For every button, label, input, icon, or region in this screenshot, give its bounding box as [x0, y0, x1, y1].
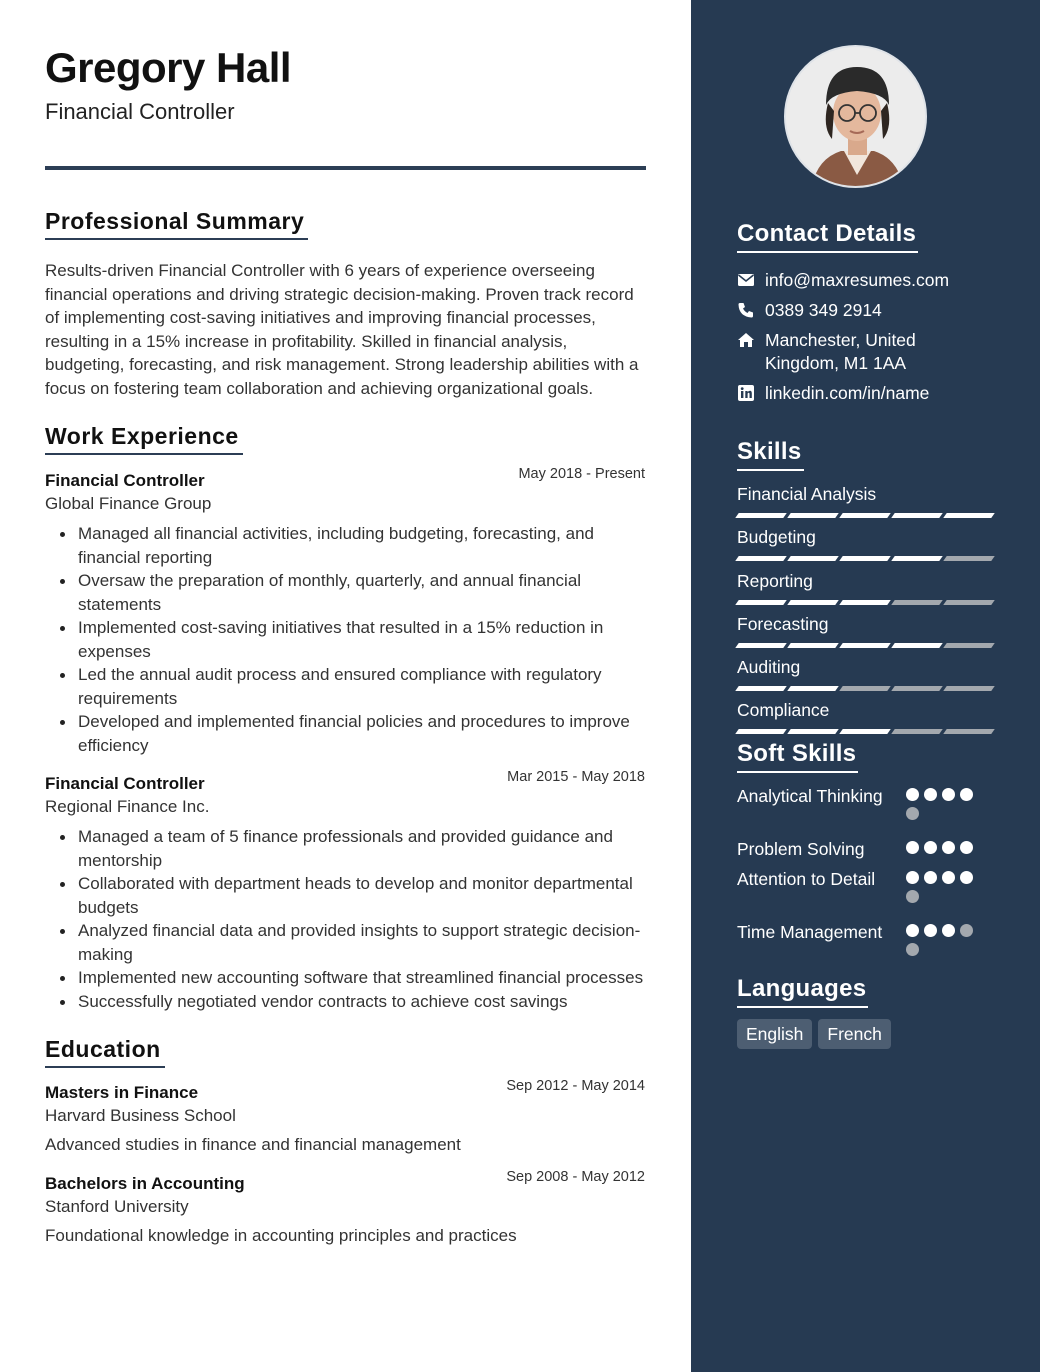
- job-company: Regional Finance Inc.: [45, 797, 210, 816]
- address-text: Manchester, United Kingdom, M1 1AA: [765, 330, 916, 373]
- skill-level-bar: [737, 643, 993, 648]
- soft-skill-rating: [906, 924, 986, 956]
- skill-level-segment: [735, 556, 787, 561]
- bullet-item: Led the annual audit process and ensured compliance with regulatory requirements: [45, 663, 645, 710]
- rating-dot: [960, 924, 973, 937]
- job-title: Financial Controller: [45, 471, 205, 490]
- skill-level-segment: [943, 513, 995, 518]
- linkedin-icon: [737, 384, 755, 402]
- rating-dot: [906, 841, 919, 854]
- soft-skills-heading: Soft Skills: [737, 740, 858, 773]
- skill-name: Budgeting: [737, 527, 816, 547]
- soft-skill-row: [737, 785, 993, 808]
- header-divider: [45, 166, 646, 170]
- education-date: Sep 2008 - May 2012: [506, 1169, 645, 1185]
- sidebar: [691, 0, 1040, 1372]
- skill-row: [737, 570, 993, 592]
- bullet-item: Implemented cost-saving initiatives that resulted in a 15% reduction in expenses: [45, 616, 645, 663]
- rating-dot: [906, 871, 919, 884]
- bullet-item: Successfully negotiated vendor contracts to achieve cost savings: [45, 990, 645, 1014]
- rating-dot: [960, 871, 973, 884]
- skill-level-segment: [787, 556, 839, 561]
- linkedin-text: linkedin.com/in/name: [765, 383, 930, 403]
- profile-photo: [784, 45, 927, 188]
- education-heading: Education: [45, 1036, 165, 1068]
- skill-level-segment: [891, 729, 943, 734]
- skill-row: [737, 656, 993, 678]
- job-bullets: [45, 825, 645, 1013]
- skill-level-bar: [737, 600, 993, 605]
- summary-heading: Professional Summary: [45, 208, 308, 240]
- soft-skill-name: Problem Solving: [737, 839, 865, 859]
- candidate-name: Gregory Hall: [45, 44, 292, 91]
- education-description: Foundational knowledge in accounting principles and practices: [45, 1226, 517, 1245]
- bullet-item: Developed and implemented financial policies and procedures to improve efficiency: [45, 710, 645, 757]
- skill-level-segment: [735, 643, 787, 648]
- rating-dot: [924, 871, 937, 884]
- skill-level-segment: [735, 686, 787, 691]
- skill-level-segment: [787, 600, 839, 605]
- skill-level-segment: [943, 729, 995, 734]
- skill-name: Financial Analysis: [737, 484, 877, 504]
- skill-level-segment: [787, 729, 839, 734]
- soft-skill-row: [737, 921, 993, 944]
- skill-level-segment: [943, 600, 995, 605]
- skill-level-segment: [943, 556, 995, 561]
- bullet-item: Managed all financial activities, including budgeting, forecasting, and financial reporting: [45, 522, 645, 569]
- skill-level-segment: [787, 513, 839, 518]
- skill-level-segment: [891, 600, 943, 605]
- school-name: Harvard Business School: [45, 1106, 236, 1125]
- summary-text: Results-driven Financial Controller with 6 years of experience overseeing financial operations and driving strategic decision-making. Proven track record of implementing cost-saving initiatives and improving financial processes, resulting in a 15% increase in profitability. Skilled in financial analysis, budgeting, forecasting, and risk management. Strong leadership abilities with a focus on fostering team collaboration and achieving organizational goals.: [45, 261, 639, 398]
- rating-dot: [906, 943, 919, 956]
- skill-level-segment: [839, 513, 891, 518]
- language-tag: English: [737, 1019, 812, 1049]
- job-title: Financial Controller: [45, 774, 205, 793]
- bullet-item: Collaborated with department heads to develop and monitor departmental budgets: [45, 872, 645, 919]
- soft-skill-row: [737, 868, 993, 891]
- candidate-title: Financial Controller: [45, 99, 235, 124]
- soft-skill-rating: [906, 841, 986, 854]
- skill-level-segment: [891, 643, 943, 648]
- skill-level-bar: [737, 686, 993, 691]
- bullet-item: Implemented new accounting software that streamlined financial processes: [45, 966, 645, 990]
- soft-skill-rating: [906, 871, 986, 903]
- skill-level-segment: [891, 686, 943, 691]
- bullet-item: Oversaw the preparation of monthly, quarterly, and annual financial statements: [45, 569, 645, 616]
- home-icon: [737, 331, 755, 349]
- job-bullets: [45, 522, 645, 757]
- degree-title: Masters in Finance: [45, 1083, 199, 1102]
- skill-level-segment: [787, 643, 839, 648]
- skill-level-segment: [839, 600, 891, 605]
- bullet-item: Analyzed financial data and provided insights to support strategic decision-making: [45, 919, 645, 966]
- school-name: Stanford University: [45, 1197, 189, 1216]
- rating-dot: [924, 924, 937, 937]
- soft-skill-name: Analytical Thinking: [737, 786, 883, 806]
- skill-name: Reporting: [737, 571, 813, 591]
- soft-skill-row: [737, 838, 993, 861]
- rating-dot: [942, 788, 955, 801]
- skill-row: [737, 526, 993, 548]
- degree-title: Bachelors in Accounting: [45, 1174, 245, 1193]
- rating-dot: [906, 890, 919, 903]
- skill-level-segment: [839, 729, 891, 734]
- skill-level-segment: [891, 513, 943, 518]
- skill-level-segment: [891, 556, 943, 561]
- education-date: Sep 2012 - May 2014: [506, 1078, 645, 1094]
- education-entry: [45, 1169, 645, 1246]
- skill-row: [737, 613, 993, 635]
- rating-dot: [924, 841, 937, 854]
- soft-skill-name: Time Management: [737, 922, 883, 942]
- person-portrait-icon: [786, 47, 927, 188]
- phone-text: 0389 349 2914: [765, 300, 882, 320]
- skill-level-bar: [737, 729, 993, 734]
- job-entry: [45, 769, 645, 1013]
- skill-name: Forecasting: [737, 614, 829, 634]
- education-entry: [45, 1078, 645, 1155]
- job-date: Mar 2015 - May 2018: [507, 769, 645, 785]
- job-date: May 2018 - Present: [518, 466, 645, 482]
- skill-level-segment: [735, 513, 787, 518]
- education-description: Advanced studies in finance and financial management: [45, 1135, 461, 1154]
- language-tag: French: [818, 1019, 890, 1049]
- rating-dot: [942, 871, 955, 884]
- job-company: Global Finance Group: [45, 494, 212, 513]
- bullet-item: Managed a team of 5 finance professionals and provided guidance and mentorship: [45, 825, 645, 872]
- soft-skill-name: Attention to Detail: [737, 869, 876, 889]
- skill-level-segment: [839, 556, 891, 561]
- rating-dot: [960, 788, 973, 801]
- rating-dot: [906, 807, 919, 820]
- phone-icon: [737, 301, 755, 319]
- experience-heading: Work Experience: [45, 423, 243, 455]
- rating-dot: [924, 788, 937, 801]
- envelope-icon: [737, 271, 755, 289]
- rating-dot: [906, 924, 919, 937]
- languages-heading: Languages: [737, 975, 868, 1008]
- skill-level-segment: [943, 643, 995, 648]
- rating-dot: [942, 924, 955, 937]
- email-text: info@maxresumes.com: [765, 270, 950, 290]
- contact-heading: Contact Details: [737, 220, 918, 253]
- job-entry: [45, 466, 645, 757]
- skill-level-segment: [943, 686, 995, 691]
- skill-level-segment: [839, 686, 891, 691]
- skill-level-segment: [735, 600, 787, 605]
- rating-dot: [906, 788, 919, 801]
- skill-row: [737, 483, 993, 505]
- rating-dot: [960, 841, 973, 854]
- languages-list: [737, 1019, 891, 1049]
- skill-name: Auditing: [737, 657, 801, 677]
- skill-level-segment: [787, 686, 839, 691]
- skill-level-bar: [737, 513, 993, 518]
- skill-level-bar: [737, 556, 993, 561]
- soft-skill-rating: [906, 788, 986, 820]
- rating-dot: [942, 841, 955, 854]
- skill-level-segment: [735, 729, 787, 734]
- skills-heading: Skills: [737, 438, 804, 471]
- skill-level-segment: [839, 643, 891, 648]
- skill-name: Compliance: [737, 700, 830, 720]
- skill-row: [737, 699, 993, 721]
